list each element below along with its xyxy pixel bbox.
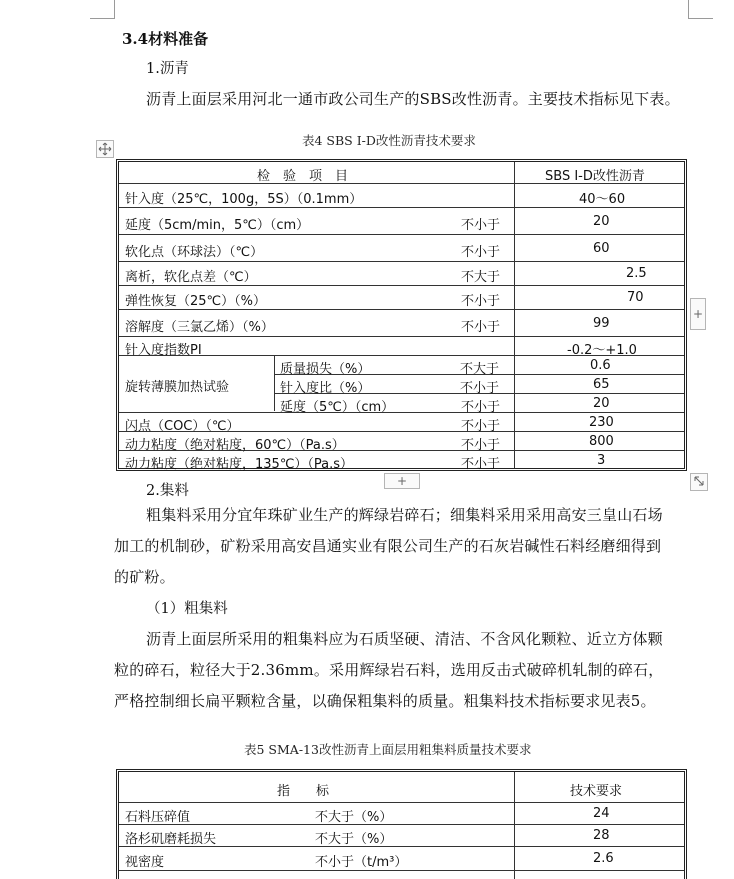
row-limit: 不小于（t/m³） xyxy=(315,855,408,870)
row-item: 弹性恢复（25℃）（%） xyxy=(125,294,266,309)
row-item: 动力粘度（绝对粘度，60℃）（Pa.s） xyxy=(125,438,345,453)
table-row xyxy=(119,235,684,262)
table-row xyxy=(119,847,684,871)
row-limit: 不小于 xyxy=(461,245,501,260)
table-row xyxy=(119,803,684,825)
row-value: 3 xyxy=(597,453,606,468)
table-row xyxy=(119,262,684,286)
row-limit: 不小于 xyxy=(461,294,501,309)
table5 xyxy=(116,769,687,879)
row-item: 动力粘度（绝对粘度，135℃）（Pa.s） xyxy=(125,457,354,472)
table-row xyxy=(274,356,684,375)
row-item: 离析，软化点差（℃） xyxy=(125,270,257,285)
page-corner-mark-left xyxy=(90,0,115,19)
table5-caption: 表5 SMA-13改性沥青上面层用粗集料质量技术要求 xyxy=(244,742,532,757)
row-item: 延度（5℃）（cm） xyxy=(280,400,395,415)
row-value: 65 xyxy=(593,377,610,392)
aggregate-para-line1: 粗集料采用分宜年珠矿业生产的辉绿岩碎石；细集料采用采用高安三皇山石场 xyxy=(146,506,663,524)
resize-icon[interactable] xyxy=(690,473,708,491)
table-row xyxy=(119,413,684,432)
row-item: 闪点（COC）（℃） xyxy=(125,419,240,434)
page-corner-mark-right xyxy=(688,0,713,19)
row-limit: 不小于 xyxy=(461,457,501,472)
asphalt-heading: 1.沥青 xyxy=(146,61,189,77)
table-row xyxy=(119,310,684,337)
row-item: 质量损失（%） xyxy=(280,362,371,377)
row-item: 针入度（25℃，100g，5S）（0.1mm） xyxy=(125,192,363,207)
coarse-para-line2: 粒的碎石，粒径大于2.36mm。采用辉绿岩石料，选用反击式破碎机轧制的碎石， xyxy=(114,661,664,679)
coarse-para-line1: 沥青上面层所采用的粗集料应为石质坚硬、清洁、不含风化颗粒、近立方体颗 xyxy=(146,630,663,648)
row-item: 针入度指数PI xyxy=(125,343,202,358)
row-value: 230 xyxy=(589,415,614,430)
row-item: 延度（5cm/min，5℃）（cm） xyxy=(125,218,310,233)
table4-header-item: 检 验 项 目 xyxy=(257,169,349,184)
table5-header-item: 指 标 xyxy=(277,784,330,799)
row-value: 24 xyxy=(593,806,610,821)
aggregate-para-line3: 的矿粉。 xyxy=(114,568,175,586)
row-limit: 不小于 xyxy=(460,381,500,396)
section-heading: 3.4材料准备 xyxy=(122,30,209,48)
row-value: 2.6 xyxy=(593,851,614,866)
table4-group-label: 旋转薄膜加热试验 xyxy=(125,380,230,395)
row-value: 28 xyxy=(593,828,610,843)
row-limit: 不大于 xyxy=(460,362,500,377)
row-limit: 不小于 xyxy=(461,419,501,434)
coarse-heading: （1）粗集料 xyxy=(146,601,228,617)
row-item: 软化点（环球法）（℃） xyxy=(125,245,264,260)
row-value: 60 xyxy=(593,241,610,256)
row-item: 针入度比（%） xyxy=(280,381,371,396)
table5-header-value: 技术要求 xyxy=(570,784,623,799)
row-value: 2.5 xyxy=(626,266,647,281)
table-row xyxy=(119,337,684,356)
aggregate-para-line2: 加工的机制砂，矿粉采用高安昌通实业有限公司生产的石灰岩碱性石料经磨细得到 xyxy=(114,537,662,555)
table-row xyxy=(119,825,684,847)
row-value: 0.6 xyxy=(590,358,611,373)
table-row xyxy=(119,394,684,413)
table-row xyxy=(119,286,684,310)
move-icon[interactable] xyxy=(96,140,114,158)
row-item: 石料压碎值 xyxy=(125,810,191,825)
table-row xyxy=(274,375,684,394)
row-limit: 不大于 xyxy=(461,270,501,285)
row-limit: 不小于 xyxy=(461,438,501,453)
row-value: 70 xyxy=(627,290,644,305)
table-row xyxy=(119,184,684,208)
table4-header-value: SBS I-D改性沥青 xyxy=(545,169,645,184)
row-value: 20 xyxy=(593,396,610,411)
table4 xyxy=(116,159,687,471)
table5-header-row xyxy=(119,772,684,803)
row-value: 800 xyxy=(589,434,614,449)
row-limit: 不小于 xyxy=(461,218,501,233)
table-row xyxy=(119,208,684,235)
aggregate-heading: 2.集料 xyxy=(146,483,189,499)
table4-header-row xyxy=(119,162,684,184)
row-item: 洛杉矶磨耗损失 xyxy=(125,832,217,847)
plus-icon[interactable]: + xyxy=(690,298,706,330)
row-item: 溶解度（三氯乙烯）（%） xyxy=(125,320,274,335)
row-value: 20 xyxy=(593,214,610,229)
table4-caption: 表4 SBS I-D改性沥青技术要求 xyxy=(302,133,476,148)
row-limit: 不小于 xyxy=(461,320,501,335)
row-value: -0.2～+1.0 xyxy=(567,343,637,358)
table-row xyxy=(119,432,684,451)
row-value: 99 xyxy=(593,316,610,331)
row-limit: 不小于 xyxy=(461,400,501,415)
coarse-para-line3: 严格控制细长扁平颗粒含量，以确保粗集料的质量。粗集料技术指标要求见表5。 xyxy=(114,692,656,710)
row-limit: 不大于（%） xyxy=(315,810,393,825)
row-value: 40～60 xyxy=(579,192,626,207)
row-item: 视密度 xyxy=(125,855,165,870)
asphalt-paragraph: 沥青上面层采用河北一通市政公司生产的SBS改性沥青。主要技术指标见下表。 xyxy=(146,90,680,108)
plus-icon[interactable]: + xyxy=(384,473,420,489)
row-limit: 不大于（%） xyxy=(315,832,393,847)
table-row xyxy=(119,451,684,472)
